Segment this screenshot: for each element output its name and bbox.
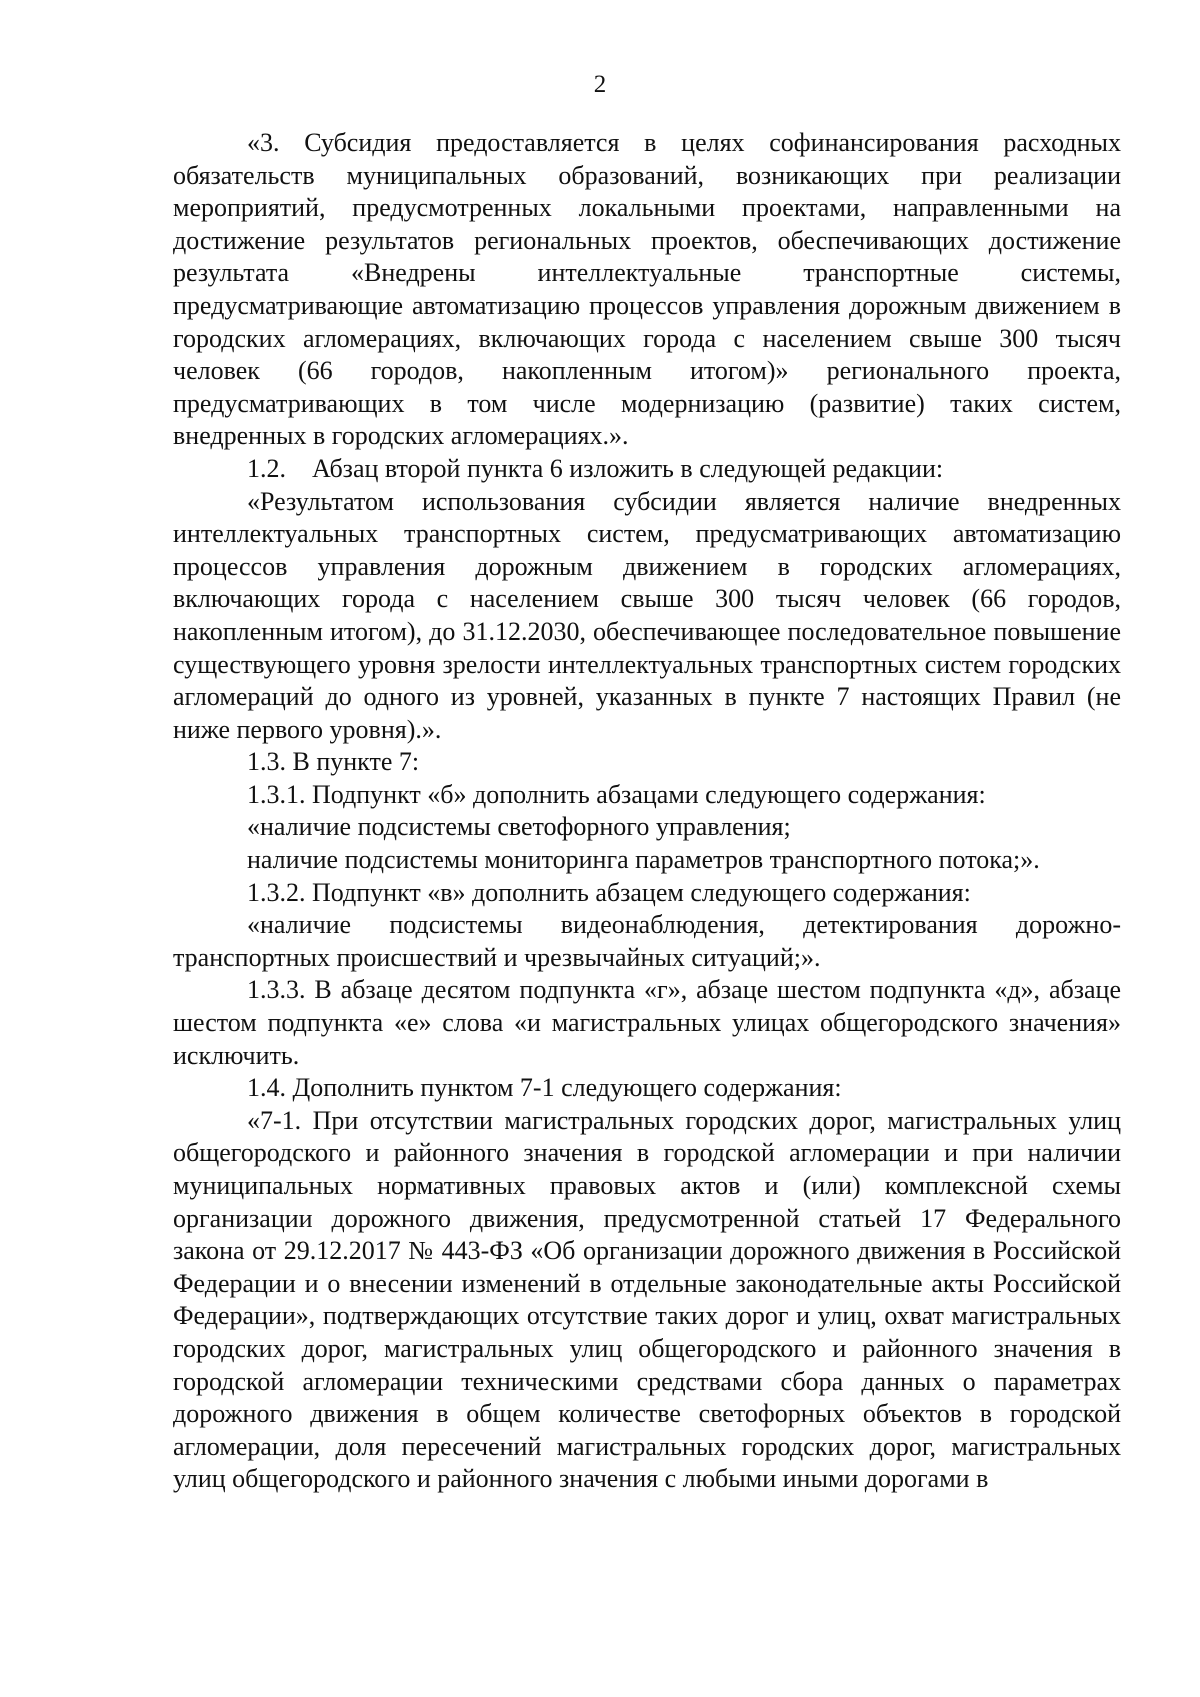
paragraph: 1.4. Дополнить пунктом 7-1 следующего содержания: — [247, 1073, 842, 1103]
paragraph: наличие подсистемы мониторинга параметров транспортного потока;». — [247, 845, 1040, 875]
paragraph: «наличие подсистемы светофорного управления; — [247, 812, 791, 842]
paragraph: 1.3.1. Подпункт «б» дополнить абзацами следующего содержания: — [247, 779, 986, 809]
paragraph: 1.3.2. Подпункт «в» дополнить абзацем следующего содержания: — [247, 877, 971, 907]
paragraph: «Результатом использования субсидии является наличие внедренных интеллектуальных транспортных систем, предусматривающих автоматизацию процессов управления дорожным движением в городских агломерациях, включающих города с населением свыше 300 тысяч человек (66 городов, накопленным итогом), до 31.12.2030, обеспечивающее последовательное повышение существующего уровня зрелости интеллектуальных транспортных систем городских агломераций до одного из уровней, указанных в пункте 7 настоящих Правил (не ниже первого уровня).». — [173, 486, 1121, 744]
paragraph: «3. Субсидия предоставляется в целях софинансирования расходных обязательств муниципальных образований, возникающих при реализации мероприятий, предусмотренных локальными проектами, направленными на достижение результатов региональных проектов, обеспечивающих достижение результата «Внедрены интеллектуальные транспортные системы, предусматривающие автоматизацию процессов управления дорожным движением в городских агломерациях, включающих города с населением свыше 300 тысяч человек (66 городов, накопленным итогом)» регионального проекта, предусматривающих в том числе модернизацию (развитие) таких систем, внедренных в городских агломерациях.». — [173, 128, 1121, 451]
paragraph: 1.3.3. В абзаце десятом подпункта «г», абзаце шестом подпункта «д», абзаце шестом подпункта «е» слова «и магистральных улицах общегородского значения» исключить. — [173, 975, 1121, 1070]
paragraph: 1.2. Абзац второй пункта 6 изложить в следующей редакции: — [247, 453, 944, 483]
page-number: 2 — [593, 71, 607, 98]
paragraph: «7-1. При отсутствии магистральных городских дорог, магистральных улиц общегородского и районного значения в городской агломерации и при наличии муниципальных нормативных правовых актов и (или) комплексной схемы организации дорожного движения, предусмотренной статьей 17 Федерального закона от 29.12.2017 № 443-ФЗ «Об организации дорожного движения в Российской Федерации и о внесении изменений в отдельные законодательные акты Российской Федерации», подтверждающих отсутствие таких дорог и улиц, охват магистральных городских дорог, магистральных улиц общегородского и районного значения в городской агломерации техническими средствами сбора данных о параметрах дорожного движения в общем количестве светофорных объектов в городской агломерации, доля пересечений магистральных городских дорог, магистральных улиц общегородского и районного значения с любыми иными дорогами в — [173, 1105, 1121, 1494]
paragraph: 1.3. В пункте 7: — [247, 747, 420, 777]
paragraph: «наличие подсистемы видеонаблюдения, детектирования дорожно-транспортных происшествий и чрезвычайных ситуаций;». — [173, 910, 1121, 972]
document-body — [173, 127, 1121, 1496]
